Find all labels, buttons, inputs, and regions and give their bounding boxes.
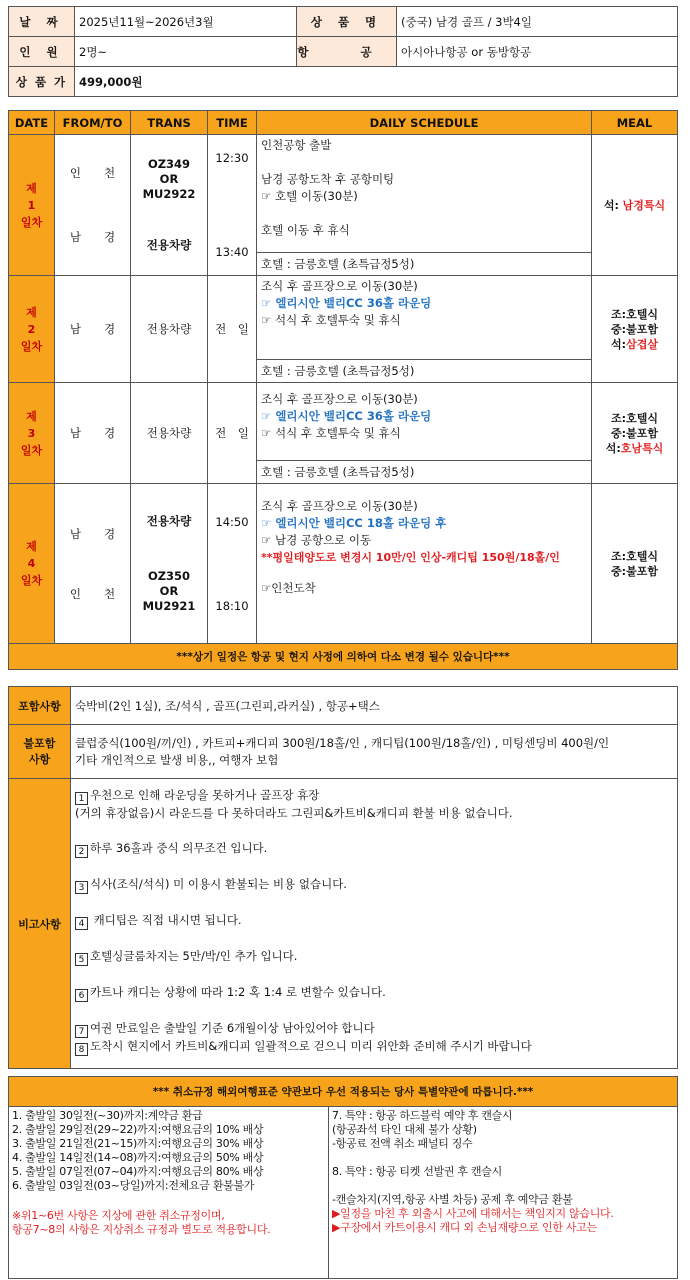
- header-daily-schedule: DAILY SCHEDULE: [257, 111, 592, 135]
- number-1-icon: 1: [75, 792, 88, 805]
- day-1-label: 제 1 일차: [9, 135, 55, 276]
- included-label: 포함사항: [9, 687, 71, 725]
- day-2-hotel: 호텔 : 금릉호텔 (초특급정5성): [257, 360, 592, 383]
- day-3-time: 전 일: [208, 383, 257, 484]
- remark-item: 7 여권 만료일은 출발일 기준 6개월이상 남아있어야 합니다: [75, 1020, 673, 1038]
- people-label: 인 원: [9, 37, 75, 67]
- day-4-label: 제 4 일차: [9, 484, 55, 644]
- day-3-meal: 조:호텔식 중:불포함 석:호남특식: [592, 383, 678, 484]
- day-4-time: 14:50 18:10: [208, 484, 257, 644]
- date-value: 2025년11월~2026년3월: [75, 7, 297, 37]
- number-5-icon: 5: [75, 953, 88, 966]
- day-3-hotel: 호텔 : 금릉호텔 (초특급정5성): [257, 461, 592, 484]
- airline-value: 아시아나항공 or 동방항공: [397, 37, 678, 67]
- product-value: (중국) 남경 골프 / 3박4일: [397, 7, 678, 37]
- remark-item: 1 우천으로 인해 라운딩을 못하거나 골프장 휴장: [75, 787, 673, 805]
- price-value: 499,000원: [75, 67, 678, 97]
- number-8-icon: 8: [75, 1043, 88, 1056]
- number-2-icon: 2: [75, 845, 88, 858]
- day-1-from-to: 인 천 남 경: [55, 135, 131, 276]
- day-3-label: 제 3 일차: [9, 383, 55, 484]
- terms-table: [8, 686, 678, 1069]
- day-3-from: 남 경: [55, 383, 131, 484]
- header-date: DATE: [9, 111, 55, 135]
- header-meal: MEAL: [592, 111, 678, 135]
- number-4-icon: 4: [75, 917, 88, 930]
- day-4-from-to: 남 경 인 천: [55, 484, 131, 644]
- people-value: 2명~: [75, 37, 297, 67]
- header-from-to: FROM/TO: [55, 111, 131, 135]
- cancel-left: 1. 출발일 30일전(~30)까지:계약금 환급 2. 출발일 29일전(29~22)까지:여행요금의 10% 배상 3. 출발일 21일전(21~15)까지:여행요금의 30% 배상 4. 출발일 14일전(14~08)까지:여행요금의 50% 배상 5. 출발일 07일전(07~04)까지:여행요금의 80% 배상 6. 출발일 03일전(03~당일)까지:전체요금 환불불가 ※위1~6번 사항은 지상에 관한 취소규정이며, 항공7~8의 사항은 지상취소 규정과 별도로 적용합니다.: [9, 1107, 329, 1279]
- remark-item-sub: (거의 휴장없음)시 라운드를 다 못하더라도 그린피&카트비&캐디피 환불 비용 없습니다.: [75, 806, 513, 820]
- day-3-trans: 전용차량: [131, 383, 208, 484]
- remarks-label: 비고사항: [9, 779, 71, 1069]
- included-text: 숙박비(2인 1실), 조/석식 , 골프(그린피,라커실) , 항공+택스: [71, 687, 678, 725]
- remark-item: 3 식사(조식/석식) 미 이용시 환불되는 비용 없습니다.: [75, 876, 673, 894]
- number-6-icon: 6: [75, 989, 88, 1002]
- number-3-icon: 3: [75, 881, 88, 894]
- remark-item: 6 카트나 캐디는 상황에 따라 1:2 혹 1:4 로 변할수 있습니다.: [75, 984, 673, 1002]
- cancel-header: *** 취소규정 해외여행표준 약관보다 우선 적용되는 당사 특별약관에 따릅니다.***: [9, 1077, 678, 1107]
- day-2-meal: 조:호텔식 중:불포함 석:삼겹살: [592, 276, 678, 383]
- excluded-label: 불포함 사항: [9, 725, 71, 779]
- schedule-table: [8, 110, 678, 670]
- day-4-meal: 조:호텔식 중:불포함: [592, 484, 678, 644]
- day-1-time: 12:30 13:40: [208, 135, 257, 276]
- header-time: TIME: [208, 111, 257, 135]
- header-trans: TRANS: [131, 111, 208, 135]
- remark-item: 5 호텔싱글룸차지는 5만/박/인 추가 입니다.: [75, 948, 673, 966]
- cancel-table: [8, 1076, 678, 1279]
- remarks-list: [71, 779, 678, 1069]
- remark-item: 8 도착시 현지에서 카트비&캐디피 일괄적으로 걷으니 미리 위안화 준비해 주시기 바랍니다: [75, 1038, 673, 1056]
- day-1-schedule: 인천공항 출발 남경 공항도착 후 공항미팅 ☞ 호텔 이동(30분) 호텔 이동 후 휴식: [257, 135, 592, 253]
- day-1-hotel: 호텔 : 금릉호텔 (초특급정5성): [257, 253, 592, 276]
- day-1-trans: OZ349 OR MU2922 전용차량: [131, 135, 208, 276]
- day-2-trans: 전용차량: [131, 276, 208, 383]
- day-2-schedule: 조식 후 골프장으로 이동(30분) ☞ 엘리시안 밸리CC 36홀 라운딩 ☞ 석식 후 호텔투숙 및 휴식: [257, 276, 592, 360]
- day-2-from: 남 경: [55, 276, 131, 383]
- number-7-icon: 7: [75, 1025, 88, 1038]
- day-2-time: 전 일: [208, 276, 257, 383]
- product-label: 상 품 명: [297, 7, 397, 37]
- info-table: [8, 6, 678, 97]
- excluded-text: 클럽중식(100원/끼/인) , 카트피+캐디피 300원/18홀/인 , 캐디팁(100원/18홀/인) , 미팅센딩비 400원/인 기타 개인적으로 발생 비용,, 여행자 보험: [71, 725, 678, 779]
- remark-item: 4 캐디팁은 직접 내시면 됩니다.: [75, 912, 673, 930]
- day-3-schedule: 조식 후 골프장으로 이동(30분) ☞ 엘리시안 밸리CC 36홀 라운딩 ☞ 석식 후 호텔투숙 및 휴식: [257, 383, 592, 461]
- airline-label: 항 공: [297, 37, 397, 67]
- day-2-label: 제 2 일차: [9, 276, 55, 383]
- date-label: 날 짜: [9, 7, 75, 37]
- day-4-schedule: 조식 후 골프장으로 이동(30분) ☞ 엘리시안 밸리CC 18홀 라운딩 후 ☞ 남경 공항으로 이동 **평일태양도로 변경시 10만/인 인상-캐디팁 150원/18홀/인 ☞인천도착: [257, 484, 592, 644]
- schedule-notice: ***상기 일정은 항공 및 현지 사정에 의하여 다소 변경 될수 있습니다***: [9, 644, 678, 670]
- price-label: 상 품 가: [9, 67, 75, 97]
- day-4-trans: 전용차량 OZ350 OR MU2921: [131, 484, 208, 644]
- remark-item: 2 하루 36홀과 중식 의무조건 입니다.: [75, 840, 673, 858]
- cancel-right: 7. 특약 : 항공 하드블럭 예약 후 캔슬시 (항공좌석 타인 대체 불가 상황) -항공료 전액 취소 패널티 징수 8. 특약 : 항공 티켓 선발권 후 캔슬시 -캔슬차지(지역,항공 사별 차등) 공제 후 예약금 환불 ▶일정을 마친 후 외출시 사고에 대해서는 책임지지 않습니다. ▶구장에서 카트이용시 캐디 외 손님재량으로 인한 사고는: [329, 1107, 678, 1279]
- day-1-meal: 석: 남경특식: [592, 135, 678, 276]
